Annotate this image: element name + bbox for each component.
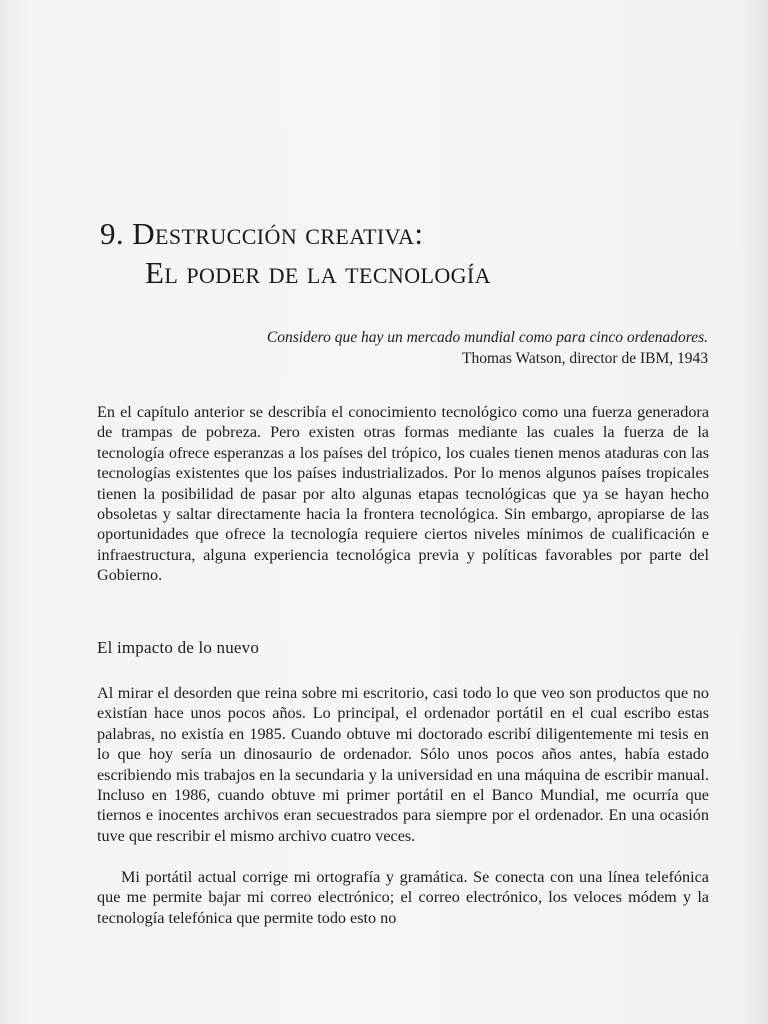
epigraph-quote: Considero que hay un mercado mundial como para cinco ordenadores. <box>266 329 708 346</box>
epigraph <box>120 327 708 369</box>
chapter-title <box>100 214 491 292</box>
chapter-title-line-2: El poder de la tecnología <box>145 255 491 290</box>
chapter-title-line-1: 9. Destrucción creativa: <box>100 216 424 251</box>
section-paragraph-1-block <box>97 683 709 846</box>
section-paragraph-2: Mi portátil actual corrige mi ortografía y gramática. Se conecta con una línea telefónica que me permite bajar mi correo electrónico; el correo electrónico, los veloces módem y la tecnología telefónica que permite todo esto no <box>97 868 709 927</box>
section-paragraph-2-block <box>97 867 709 928</box>
epigraph-attribution: Thomas Watson, director de IBM, 1943 <box>462 350 708 367</box>
intro-paragraph-block <box>97 402 709 586</box>
section-paragraph-1: Al mirar el desorden que reina sobre mi escritorio, casi todo lo que veo son productos que no existían hace unos pocos años. Lo principal, el ordenador portátil en el cual escribo estas palabras, no existía en 1985. Cuando obtuve mi doctorado escribí diligentemente mi tesis en lo que hoy sería un dinosaurio de ordenador. Sólo unos pocos años antes, había estado escribiendo mis trabajos en la secundaria y la universidad en una máquina de escribir manual. Incluso en 1986, cuando obtuve mi primer portátil en el Banco Mundial, me ocurría que tiernos e inocentes archivos eran secuestrados para siempre por el ordenador. En una ocasión tuve que rescribir el mismo archivo cuatro veces. <box>97 684 709 845</box>
section-heading: El impacto de lo nuevo <box>97 638 260 657</box>
intro-paragraph: En el capítulo anterior se describía el conocimiento tecnológico como una fuerza generadora de trampas de pobreza. Pero existen otras formas mediante las cuales la fuerza de la tecnología ofrece esperanzas a los países del trópico, los cuales tienen menos ataduras con las tecnologías existentes que los países industrializados. Por lo menos algunos países tropicales tienen la posibilidad de pasar por alto algunas etapas tecnológicas que ya se hayan hecho obsoletas y saltar directamente hacia la frontera tecnológica. Sin embargo, apropiarse de las oportunidades que ofrece la tecnología requiere ciertos niveles mínimos de cualificación e infraestructura, alguna experiencia tecnológica previa y políticas favorables por parte del Gobierno. <box>97 403 709 585</box>
